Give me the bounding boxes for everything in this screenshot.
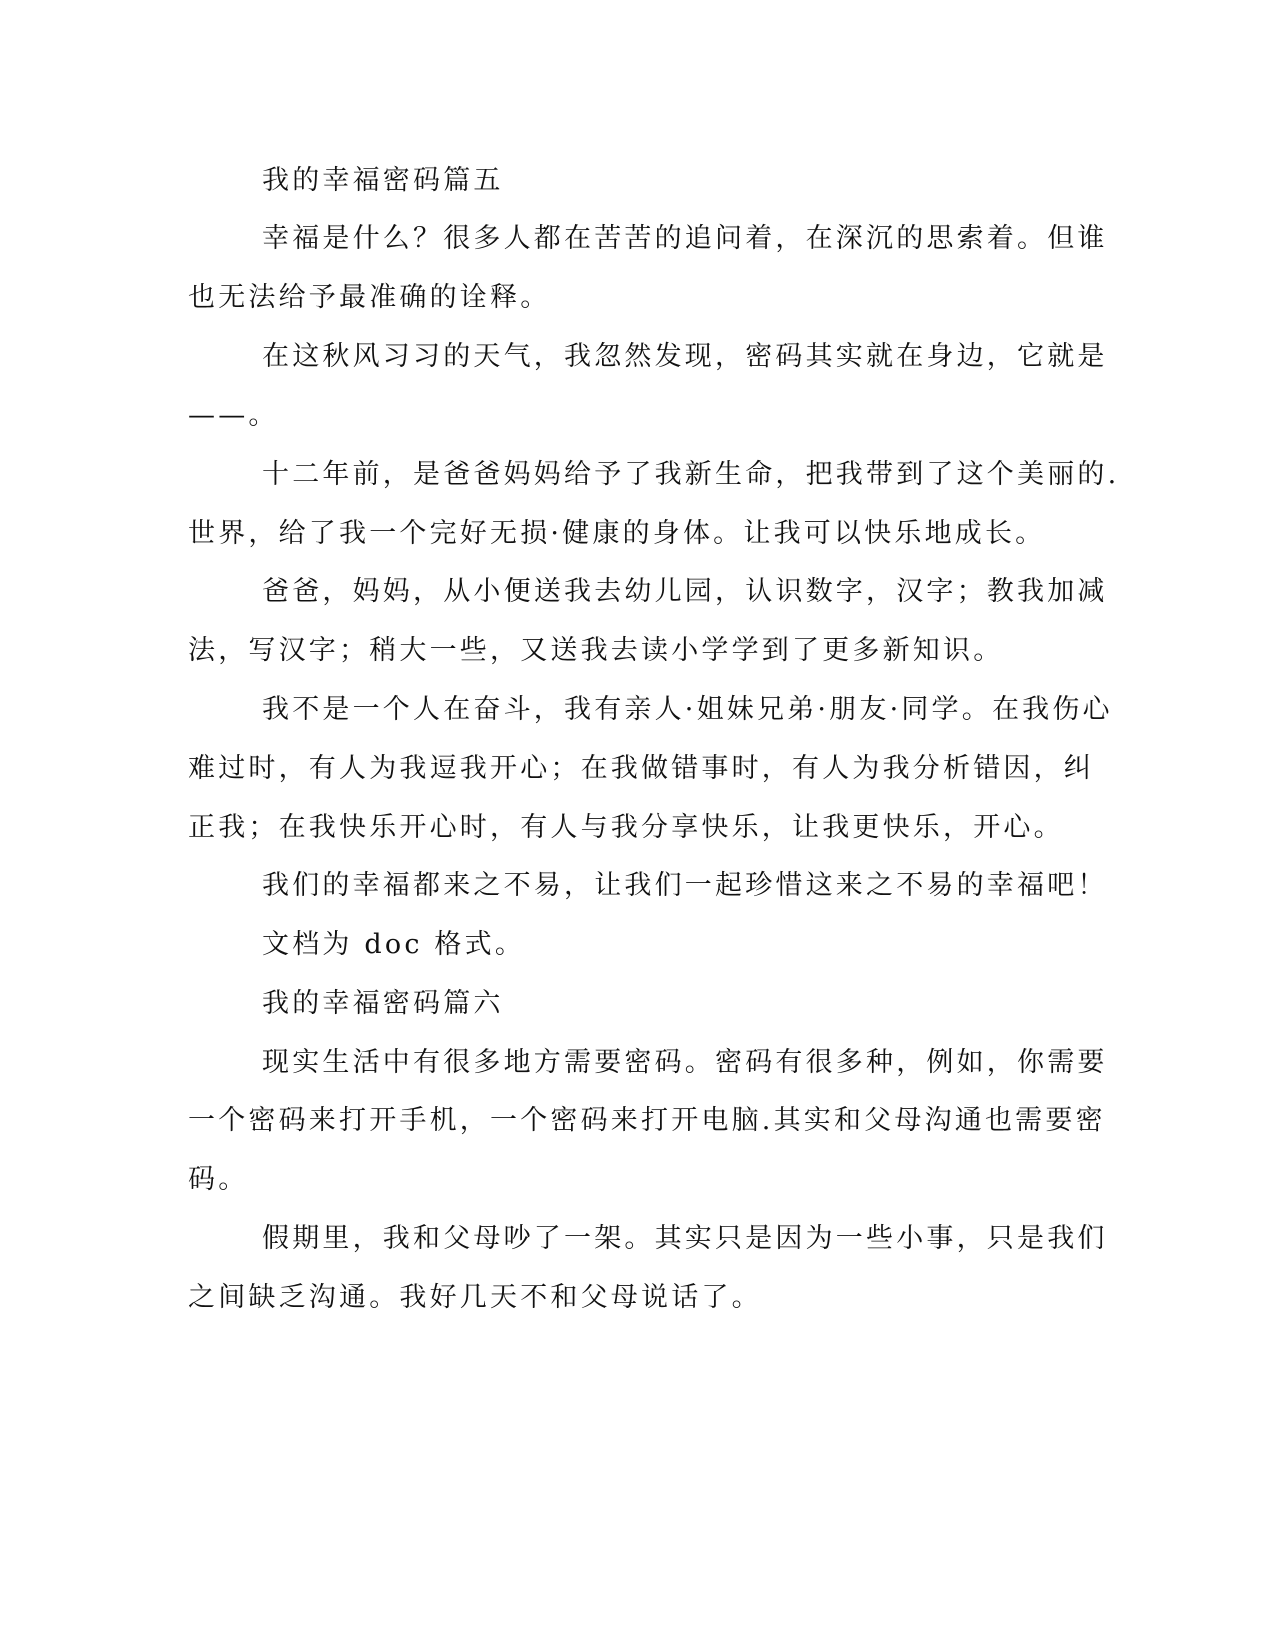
paragraph-line: 难过时，有人为我逗我开心；在我做错事时，有人为我分析错因，纠 xyxy=(188,753,1094,784)
paragraph-line: 文档为 doc 格式。 xyxy=(262,929,526,960)
paragraph-line: 我们的幸福都来之不易，让我们一起珍惜这来之不易的幸福吧！ xyxy=(262,870,1108,901)
paragraph-line: 爸爸，妈妈，从小便送我去幼儿园，认识数字，汉字；教我加减 xyxy=(262,576,1108,607)
paragraph-line: 之间缺乏沟通。我好几天不和父母说话了。 xyxy=(188,1282,762,1313)
section-heading: 我的幸福密码篇五 xyxy=(262,165,504,196)
paragraph-line: 码。 xyxy=(188,1164,249,1195)
paragraph-line: 世界，给了我一个完好无损·健康的身体。让我可以快乐地成长。 xyxy=(188,518,1046,549)
paragraph-line: 十二年前，是爸爸妈妈给予了我新生命，把我带到了这个美丽的. xyxy=(262,459,1120,490)
paragraph-line: 幸福是什么？很多人都在苦苦的追问着，在深沉的思索着。但谁 xyxy=(262,223,1108,254)
paragraph-line: 正我；在我快乐开心时，有人与我分享快乐，让我更快乐，开心。 xyxy=(188,812,1064,843)
paragraph-line: ——。 xyxy=(188,400,279,431)
paragraph-line: 假期里，我和父母吵了一架。其实只是因为一些小事，只是我们 xyxy=(262,1223,1108,1254)
paragraph-line: 法，写汉字；稍大一些，又送我去读小学学到了更多新知识。 xyxy=(188,635,1004,666)
paragraph-line: 一个密码来打开手机，一个密码来打开电脑.其实和父母沟通也需要密 xyxy=(188,1105,1106,1136)
paragraph-line: 在这秋风习习的天气，我忽然发现，密码其实就在身边，它就是 xyxy=(262,341,1108,372)
section-heading: 我的幸福密码篇六 xyxy=(262,988,504,1019)
paragraph-line: 也无法给予最准确的诠释。 xyxy=(188,282,551,313)
paragraph-line: 我不是一个人在奋斗，我有亲人·姐妹兄弟·朋友·同学。在我伤心 xyxy=(262,694,1113,725)
paragraph-line: 现实生活中有很多地方需要密码。密码有很多种，例如，你需要 xyxy=(262,1047,1108,1078)
